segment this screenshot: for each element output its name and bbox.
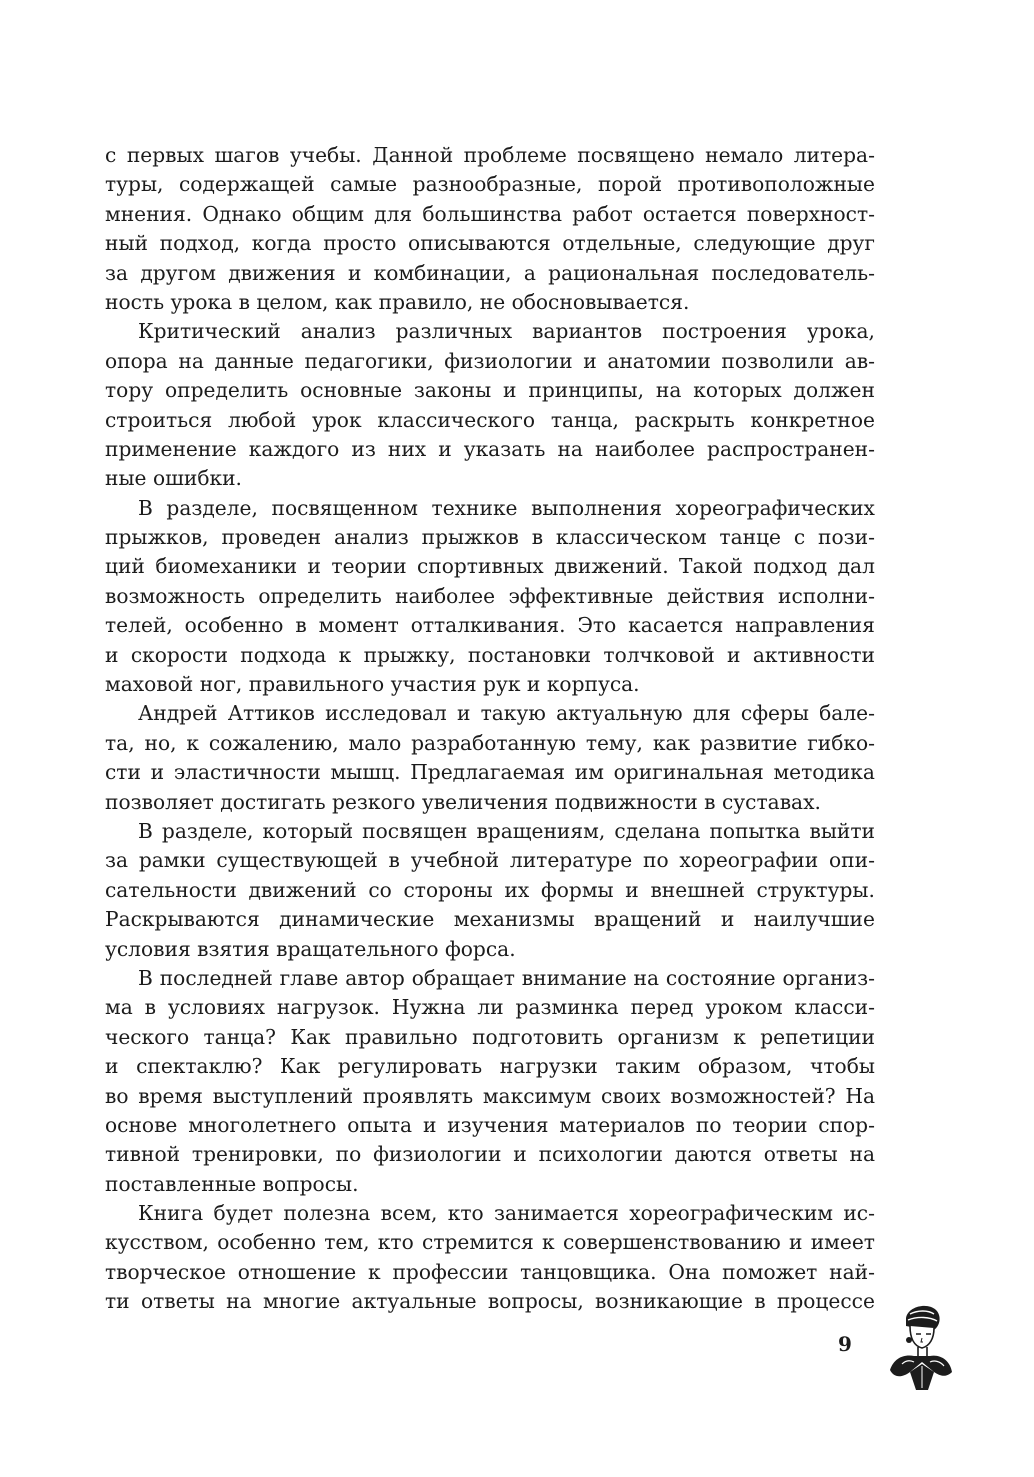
text-line: маховой ног, правильного участия рук и корпуса. <box>105 672 640 697</box>
text-line: за рамки существующей в учебной литературе по хореографии опи- <box>105 848 875 873</box>
text-line: ма в условиях нагрузок. Нужна ли разминка перед уроком класси- <box>105 995 875 1020</box>
text-line: ные ошибки. <box>105 466 242 491</box>
text-line: с первых шагов учебы. Данной проблеме посвящено немало литера- <box>105 143 875 167</box>
text-line: сательности движений со стороны их формы и внешней структуры. <box>105 877 875 902</box>
text-line: прыжков, проведен анализ прыжков в классическом танце с пози- <box>105 525 875 550</box>
paragraph <box>105 964 875 1199</box>
text-line: во время выступлений проявлять максимум своих возможностей? На <box>105 1083 875 1108</box>
paragraph <box>105 699 875 817</box>
text-line: ти ответы на многие актуальные вопросы, возникающие в процессе <box>105 1289 875 1314</box>
dancer-portrait-icon <box>884 1300 956 1392</box>
text-line: возможность определить наиболее эффективные действия исполни- <box>105 583 875 608</box>
text-line: тивной тренировки, по физиологии и психологии даются ответы на <box>105 1142 875 1167</box>
text-line: и скорости подхода к прыжку, постановки толчковой и активности <box>105 642 875 667</box>
text-line: Критический анализ различных вариантов построения урока, <box>138 319 875 344</box>
paragraph <box>105 494 875 700</box>
text-line: строиться любой урок классического танца, раскрыть конкретное <box>105 407 875 432</box>
text-line: Книга будет полезна всем, кто занимается хореографическим ис- <box>138 1201 875 1226</box>
text-line: та, но, к сожалению, мало разработанную тему, как развитие гибко- <box>105 730 875 755</box>
text-line: творческое отношение к профессии танцовщика. Она поможет най- <box>105 1259 875 1284</box>
text-line: тору определить основные законы и принципы, на которых должен <box>105 378 875 403</box>
text-line: В разделе, который посвящен вращениям, сделана попытка выйти <box>138 818 875 843</box>
text-line: Раскрываются динамические механизмы вращений и наилучшие <box>105 907 875 932</box>
text-line: позволяет достигать резкого увеличения подвижности в суставах. <box>105 789 821 814</box>
text-line: ческого танца? Как правильно подготовить организм к репетиции <box>105 1024 875 1049</box>
paragraph <box>105 141 875 317</box>
text-line: за другом движения и комбинации, а рациональная последователь- <box>105 260 875 285</box>
text-line: ность урока в целом, как правило, не обосновывается. <box>105 289 690 314</box>
text-line: В разделе, посвященном технике выполнения хореографических <box>138 495 875 520</box>
text-line: ций биомеханики и теории спортивных движений. Такой подход дал <box>105 554 875 579</box>
text-line: применение каждого из них и указать на наиболее распространен- <box>105 436 875 461</box>
page-number: 9 <box>838 1332 852 1356</box>
text-line: ный подход, когда просто описываются отдельные, следующие друг <box>105 231 875 256</box>
paragraph <box>105 317 875 493</box>
text-line: туры, содержащей самые разнообразные, порой противоположные <box>105 172 875 197</box>
text-line: кусством, особенно тем, кто стремится к совершенствованию и имеет <box>105 1230 875 1255</box>
paragraph <box>105 817 875 964</box>
text-line: Андрей Аттиков исследовал и такую актуальную для сферы бале- <box>138 701 875 726</box>
text-line: поставленные вопросы. <box>105 1171 359 1196</box>
text-line: опора на данные педагогики, физиологии и анатомии позволили ав- <box>105 348 875 373</box>
text-line: и спектаклю? Как регулировать нагрузки таким образом, чтобы <box>105 1054 875 1079</box>
body-text <box>105 141 875 1317</box>
text-line: основе многолетнего опыта и изучения материалов по теории спор- <box>105 1112 875 1137</box>
text-line: В последней главе автор обращает внимание на состояние организ- <box>138 965 875 990</box>
paragraph <box>105 1199 875 1317</box>
text-line: сти и эластичности мышц. Предлагаемая им оригинальная методика <box>105 760 875 785</box>
text-line: мнения. Однако общим для большинства работ остается поверхност- <box>105 201 875 226</box>
text-line: телей, особенно в момент отталкивания. Это касается направления <box>105 613 875 638</box>
text-line: условия взятия вращательного форса. <box>105 936 516 961</box>
